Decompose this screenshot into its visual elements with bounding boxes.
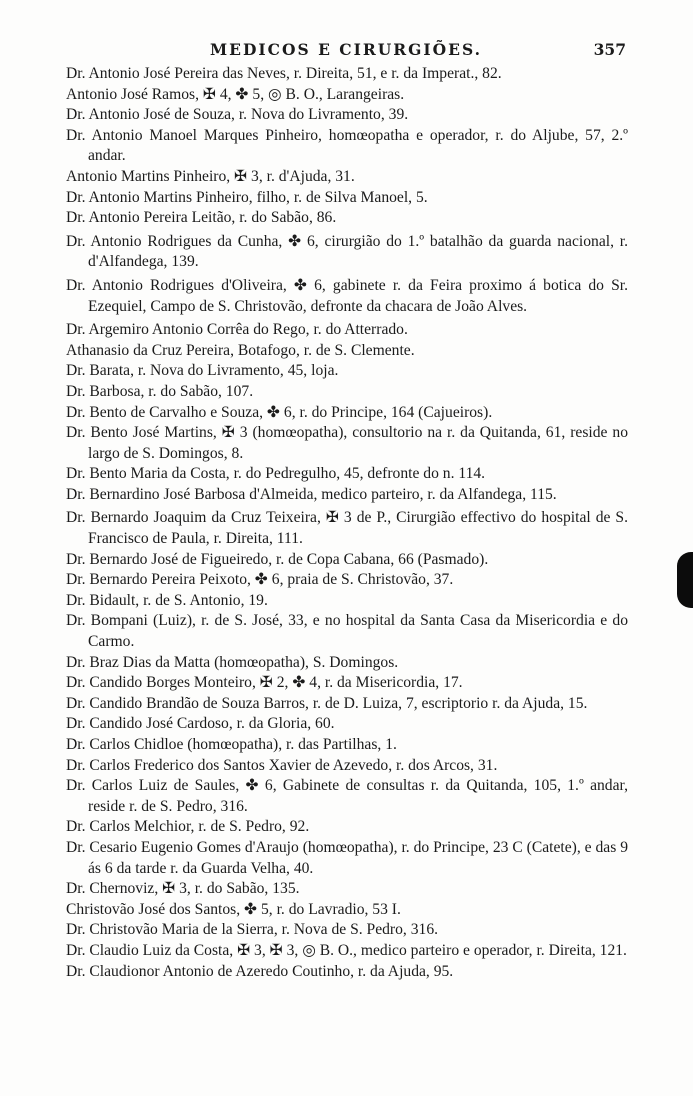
directory-entry: Dr. Bento de Carvalho e Souza, ✤ 6, r. do Principe, 164 (Cajueiros).	[66, 403, 493, 421]
directory-entry: Dr. Carlos Chidloe (homœopatha), r. das Partilhas, 1.	[66, 736, 397, 753]
directory-entry: Dr. Antonio Manoel Marques Pinheiro, homœopatha e operador, r. do Aljube, 57, 2.º andar.	[66, 126, 628, 165]
directory-entry: Dr. Carlos Melchior, r. de S. Pedro, 92.	[66, 818, 310, 836]
directory-entry: Dr. Bernardino José Barbosa d'Almeida, medico parteiro, r. da Alfandega, 115.	[66, 485, 557, 503]
directory-entry: Dr. Claudionor Antonio de Azeredo Coutinho, r. da Ajuda, 95.	[66, 962, 454, 980]
directory-list	[66, 64, 628, 982]
directory-entry: Dr. Carlos Frederico dos Santos Xavier de Azevedo, r. dos Arcos, 31.	[66, 756, 498, 774]
directory-entry: Dr. Bernardo José de Figueiredo, r. de Copa Cabana, 66 (Pasmado).	[66, 550, 489, 568]
page-edge-mark	[677, 552, 693, 608]
directory-entry: Dr. Argemiro Antonio Corrêa do Rego, r. do Atterrado.	[66, 321, 408, 339]
directory-entry: Dr. Christovão Maria de la Sierra, r. Nova de S. Pedro, 316.	[66, 921, 439, 939]
directory-entry: Dr. Antonio Rodrigues da Cunha, ✤ 6, cirurgião do 1.º batalhão da guarda nacional, r. d'Alfandega, 139.	[66, 232, 628, 271]
directory-entry: Dr. Antonio Martins Pinheiro, filho, r. de Silva Manoel, 5.	[66, 188, 428, 206]
directory-entry: Dr. Bento Maria da Costa, r. do Pedregulho, 45, defronte do n. 114.	[66, 465, 486, 483]
directory-entry: Dr. Bompani (Luiz), r. de S. José, 33, e no hospital da Santa Casa da Misericordia e do Carmo.	[66, 612, 628, 651]
directory-entry: Dr. Antonio José de Souza, r. Nova do Livramento, 39.	[66, 106, 409, 124]
directory-entry: Dr. Bernardo Pereira Peixoto, ✤ 6, praia de S. Christovão, 37.	[66, 571, 454, 589]
directory-entry: Antonio Martins Pinheiro, ✠ 3, r. d'Ajuda, 31.	[66, 167, 355, 185]
running-title: MEDICOS E CIRURGIÕES.	[209, 40, 482, 59]
page-header	[66, 40, 626, 64]
directory-entry: Athanasio da Cruz Pereira, Botafogo, r. de S. Clemente.	[66, 341, 415, 359]
directory-entry: Dr. Candido Borges Monteiro, ✠ 2, ✤ 4, r. da Misericordia, 17.	[66, 674, 463, 692]
page-number: 357	[593, 40, 626, 59]
directory-entry: Dr. Bidault, r. de S. Antonio, 19.	[66, 591, 268, 609]
directory-entry: Dr. Claudio Luiz da Costa, ✠ 3, ✠ 3, ◎ B. O., medico parteiro e operador, r. Direita, 121.	[66, 941, 627, 959]
directory-entry: Dr. Antonio Pereira Leitão, r. do Sabão, 86.	[66, 209, 337, 227]
directory-entry: Dr. Candido José Cardoso, r. da Gloria, 60.	[66, 715, 335, 733]
directory-entry: Dr. Barbosa, r. do Sabão, 107.	[66, 382, 254, 400]
directory-entry: Christovão José dos Santos, ✤ 5, r. do Lavradio, 53 I.	[66, 900, 401, 918]
directory-entry: Antonio José Ramos, ✠ 4, ✤ 5, ◎ B. O., Larangeiras.	[66, 85, 405, 103]
directory-entry: Dr. Carlos Luiz de Saules, ✤ 6, Gabinete de consultas r. da Quitanda, 105, 1.º andar, reside r. de S. Pedro, 316.	[66, 777, 628, 815]
directory-entry: Dr. Bernardo Joaquim da Cruz Teixeira, ✠ 3 de P., Cirurgião effectivo do hospital de S. Francisco de Paula, r. Direita, 111.	[66, 509, 628, 548]
directory-entry: Dr. Chernoviz, ✠ 3, r. do Sabão, 135.	[66, 880, 300, 898]
directory-entry: Dr. Braz Dias da Matta (homœopatha), S. Domingos.	[66, 653, 399, 671]
directory-entry: Dr. Cesario Eugenio Gomes d'Araujo (homœopatha), r. do Principe, 23 C (Catete), e das 9 ás 6 da tarde r. da Guarda Velha, 40.	[66, 838, 628, 877]
directory-entry: Dr. Candido Brandão de Souza Barros, r. de D. Luiza, 7, escriptorio r. da Ajuda, 15.	[66, 694, 588, 712]
directory-entry: Dr. Antonio Rodrigues d'Oliveira, ✤ 6, gabinete r. da Feira proximo á botica do Sr. Ezequiel, Campo de S. Christovão, defronte da chacara de João Alves.	[66, 276, 628, 315]
directory-entry: Dr. Antonio José Pereira das Neves, r. Direita, 51, e r. da Imperat., 82.	[66, 65, 502, 82]
directory-entry: Dr. Bento José Martins, ✠ 3 (homœopatha), consultorio na r. da Quitanda, 61, reside no largo de S. Domingos, 8.	[66, 424, 628, 462]
directory-entry: Dr. Barata, r. Nova do Livramento, 45, loja.	[66, 362, 339, 380]
